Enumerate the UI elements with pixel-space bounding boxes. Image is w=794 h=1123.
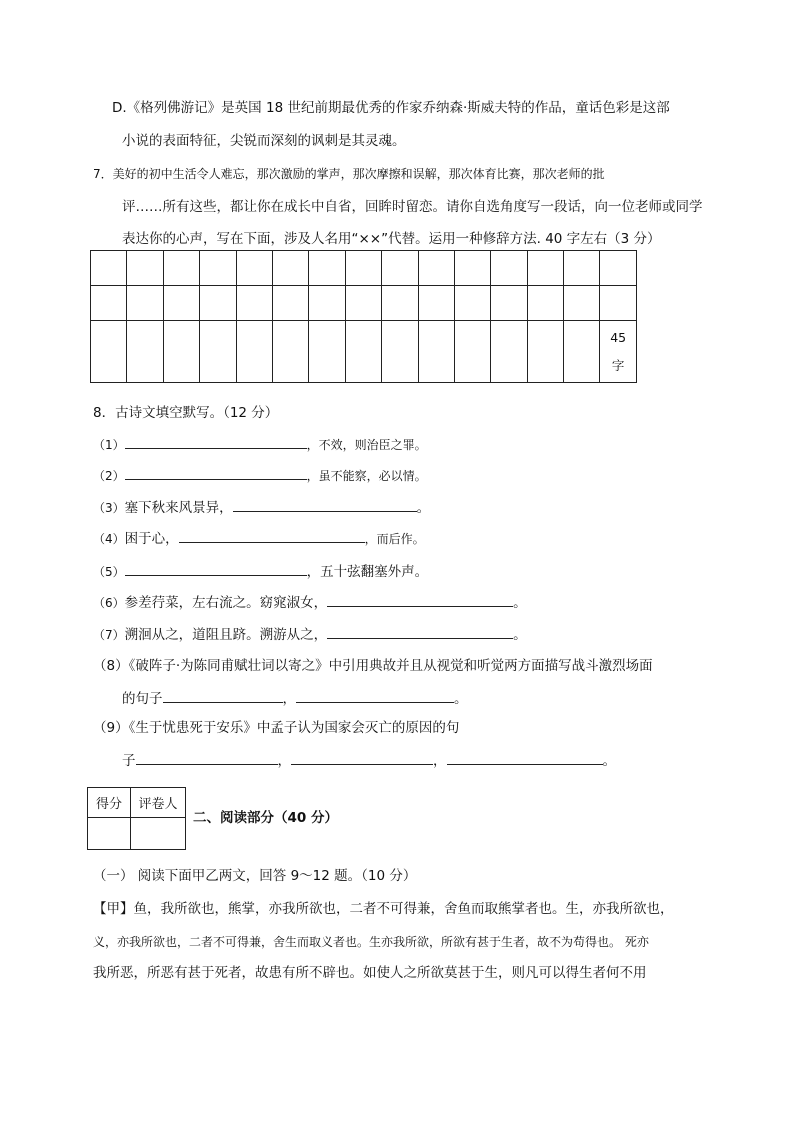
q8-item-9-separator: ， xyxy=(277,753,291,769)
answer-blank[interactable] xyxy=(163,688,283,703)
q8-item-number: （3） xyxy=(93,501,125,515)
grid-cell[interactable] xyxy=(127,321,163,383)
grid-cell[interactable] xyxy=(600,286,636,321)
q8-item-number: （7） xyxy=(93,628,125,642)
q8-item-end: 。 xyxy=(513,627,527,643)
grid-cell[interactable] xyxy=(345,251,381,286)
grid-cell[interactable] xyxy=(309,251,345,286)
q8-item-text: 塞下秋来风景异， xyxy=(124,500,233,516)
grid-cell[interactable] xyxy=(491,251,527,286)
grid-cell[interactable] xyxy=(91,286,127,321)
grid-cell[interactable] xyxy=(564,321,600,383)
grid-cell[interactable] xyxy=(309,321,345,383)
score-box xyxy=(87,787,186,850)
grid-cell[interactable] xyxy=(600,251,636,286)
grid-cell[interactable] xyxy=(345,321,381,383)
q8-item-end: 。 xyxy=(416,500,431,516)
q8-item-9-prefix: 子 xyxy=(122,753,136,769)
grid-cell[interactable] xyxy=(491,321,527,383)
grid-cell[interactable] xyxy=(418,286,454,321)
grid-cell[interactable] xyxy=(127,251,163,286)
q8-item-3 xyxy=(93,497,430,518)
grader-input-cell[interactable] xyxy=(131,818,186,850)
answer-blank[interactable] xyxy=(125,561,307,576)
q7-line3: 表达你的心声，写在下面，涉及人名用“××”代替。运用一种修辞方法. 40 字左右（3 分） xyxy=(122,231,661,247)
grid-cell[interactable] xyxy=(272,321,308,383)
q8-item-9-end: 。 xyxy=(602,753,616,769)
grid-cell[interactable] xyxy=(163,286,199,321)
q7-line2: 评……所有这些，都让你在成长中自省，回眸时留恋。请你自选角度写一段话，向一位老师或同学 xyxy=(122,199,703,215)
grid-cell[interactable] xyxy=(491,286,527,321)
q8-title: 8．古诗文填空默写。（12 分） xyxy=(93,405,279,421)
q8-item-8-end: 。 xyxy=(454,691,468,707)
grid-cell[interactable] xyxy=(382,286,418,321)
grid-cell[interactable] xyxy=(418,251,454,286)
answer-blank[interactable] xyxy=(125,465,307,480)
grid-cell[interactable] xyxy=(236,286,272,321)
grader-label: 评卷人 xyxy=(131,788,186,818)
reading-1-line3: 我所恶，所恶有甚于死者，故患有所不辟也。如使人之所欲莫甚于生，则凡可以得生者何不用 xyxy=(93,965,647,981)
q8-item-9-line2 xyxy=(122,750,616,771)
answer-blank[interactable] xyxy=(233,497,417,512)
q8-item-4 xyxy=(93,528,425,549)
grid-cell[interactable] xyxy=(127,286,163,321)
grid-cell[interactable] xyxy=(527,321,563,383)
q6-option-d-line1: D.《格列佛游记》是英国 18 世纪前期最优秀的作家乔纳森·斯威夫特的作品，童话色彩是这部 xyxy=(112,100,670,116)
grid-cell[interactable] xyxy=(382,321,418,383)
grid-word-count-cell xyxy=(600,321,636,383)
q8-item-1 xyxy=(93,434,427,455)
grid-cell[interactable] xyxy=(309,286,345,321)
q8-item-8-prefix: 的句子 xyxy=(122,691,163,707)
q8-item-end: 。 xyxy=(513,595,527,611)
grid-cell[interactable] xyxy=(272,286,308,321)
q8-item-text: ，不效，则治臣之罪。 xyxy=(306,438,427,452)
grid-cell[interactable] xyxy=(382,251,418,286)
answer-blank[interactable] xyxy=(291,750,433,765)
grid-cell[interactable] xyxy=(454,251,490,286)
score-input-cell[interactable] xyxy=(88,818,131,850)
grid-cell[interactable] xyxy=(91,321,127,383)
grid-cell[interactable] xyxy=(418,321,454,383)
q8-item-number: （6） xyxy=(93,596,125,610)
q8-item-2 xyxy=(93,465,427,486)
grid-cell[interactable] xyxy=(236,321,272,383)
q8-item-text: 参差荇菜，左右流之。窈窕淑女， xyxy=(124,595,328,611)
q8-item-text: 困于心， xyxy=(124,531,179,547)
grid-word-count-number: 45 xyxy=(610,329,627,345)
q8-item-8-line2 xyxy=(122,688,468,709)
q8-item-text: ，虽不能察，必以情。 xyxy=(306,469,427,483)
reading-1-line2: 义，亦我所欲也，二者不可得兼，舍生而取义者也。生亦我所欲，所欲有甚于生者，故不为苟得也。 死亦 xyxy=(93,935,649,949)
grid-cell[interactable] xyxy=(564,251,600,286)
grid-cell[interactable] xyxy=(163,251,199,286)
q8-item-8-separator: ， xyxy=(282,691,296,707)
q7-line1: 7．美好的初中生活令人难忘，那次激励的掌声，那次摩擦和误解，那次体育比赛，那次老师的批 xyxy=(93,167,605,181)
q8-item-7 xyxy=(93,624,527,645)
grid-cell[interactable] xyxy=(236,251,272,286)
grid-cell[interactable] xyxy=(345,286,381,321)
grid-cell[interactable] xyxy=(454,321,490,383)
q8-item-9-separator: ， xyxy=(433,753,447,769)
score-label: 得分 xyxy=(88,788,131,818)
q8-item-text: 溯洄从之，道阻且跻。溯游从之， xyxy=(124,627,328,643)
grid-cell[interactable] xyxy=(527,286,563,321)
grid-cell[interactable] xyxy=(564,286,600,321)
q8-item-number: （1） xyxy=(93,438,125,452)
answer-grid xyxy=(90,250,637,383)
grid-cell[interactable] xyxy=(91,251,127,286)
answer-blank[interactable] xyxy=(447,750,603,765)
q8-item-6 xyxy=(93,592,527,613)
q8-item-number: （4） xyxy=(93,532,125,546)
q8-item-9-line1: （9）《生于忧患死于安乐》中孟子认为国家会灭亡的原因的句 xyxy=(93,720,460,736)
reading-1-line1: 【甲】鱼，我所欲也，熊掌，亦我所欲也，二者不可得兼，舍鱼而取熊掌者也。生，亦我所欲也， xyxy=(93,901,674,917)
grid-word-count-unit: 字 xyxy=(611,357,625,373)
q6-option-d-line2: 小说的表面特征，尖锐而深刻的讽刺是其灵魂。 xyxy=(122,133,406,149)
answer-blank[interactable] xyxy=(136,750,278,765)
q8-item-8-line1: （8）《破阵子·为陈同甫赋壮词以寄之》中引用典故并且从视觉和听觉两方面描写战斗激烈场面 xyxy=(93,658,653,674)
grid-cell[interactable] xyxy=(163,321,199,383)
grid-cell[interactable] xyxy=(200,251,236,286)
reading-1-intro: （一） 阅读下面甲乙两文，回答 9～12 题。（10 分） xyxy=(93,868,417,884)
section-2-title: 二、阅读部分（40 分） xyxy=(193,810,338,826)
answer-blank[interactable] xyxy=(296,688,454,703)
grid-cell[interactable] xyxy=(272,251,308,286)
grid-cell[interactable] xyxy=(454,286,490,321)
q8-item-number: （5） xyxy=(93,565,125,579)
q8-item-number: （2） xyxy=(93,469,125,483)
answer-blank[interactable] xyxy=(179,528,365,543)
answer-blank[interactable] xyxy=(327,624,513,639)
grid-cell[interactable] xyxy=(200,286,236,321)
q8-item-5 xyxy=(93,561,428,582)
grid-cell[interactable] xyxy=(200,321,236,383)
q8-item-text: ，五十弦翻塞外声。 xyxy=(306,564,429,580)
answer-blank[interactable] xyxy=(327,592,513,607)
grid-cell[interactable] xyxy=(527,251,563,286)
q8-item-end: ，而后作。 xyxy=(364,532,425,546)
answer-blank[interactable] xyxy=(125,434,307,449)
